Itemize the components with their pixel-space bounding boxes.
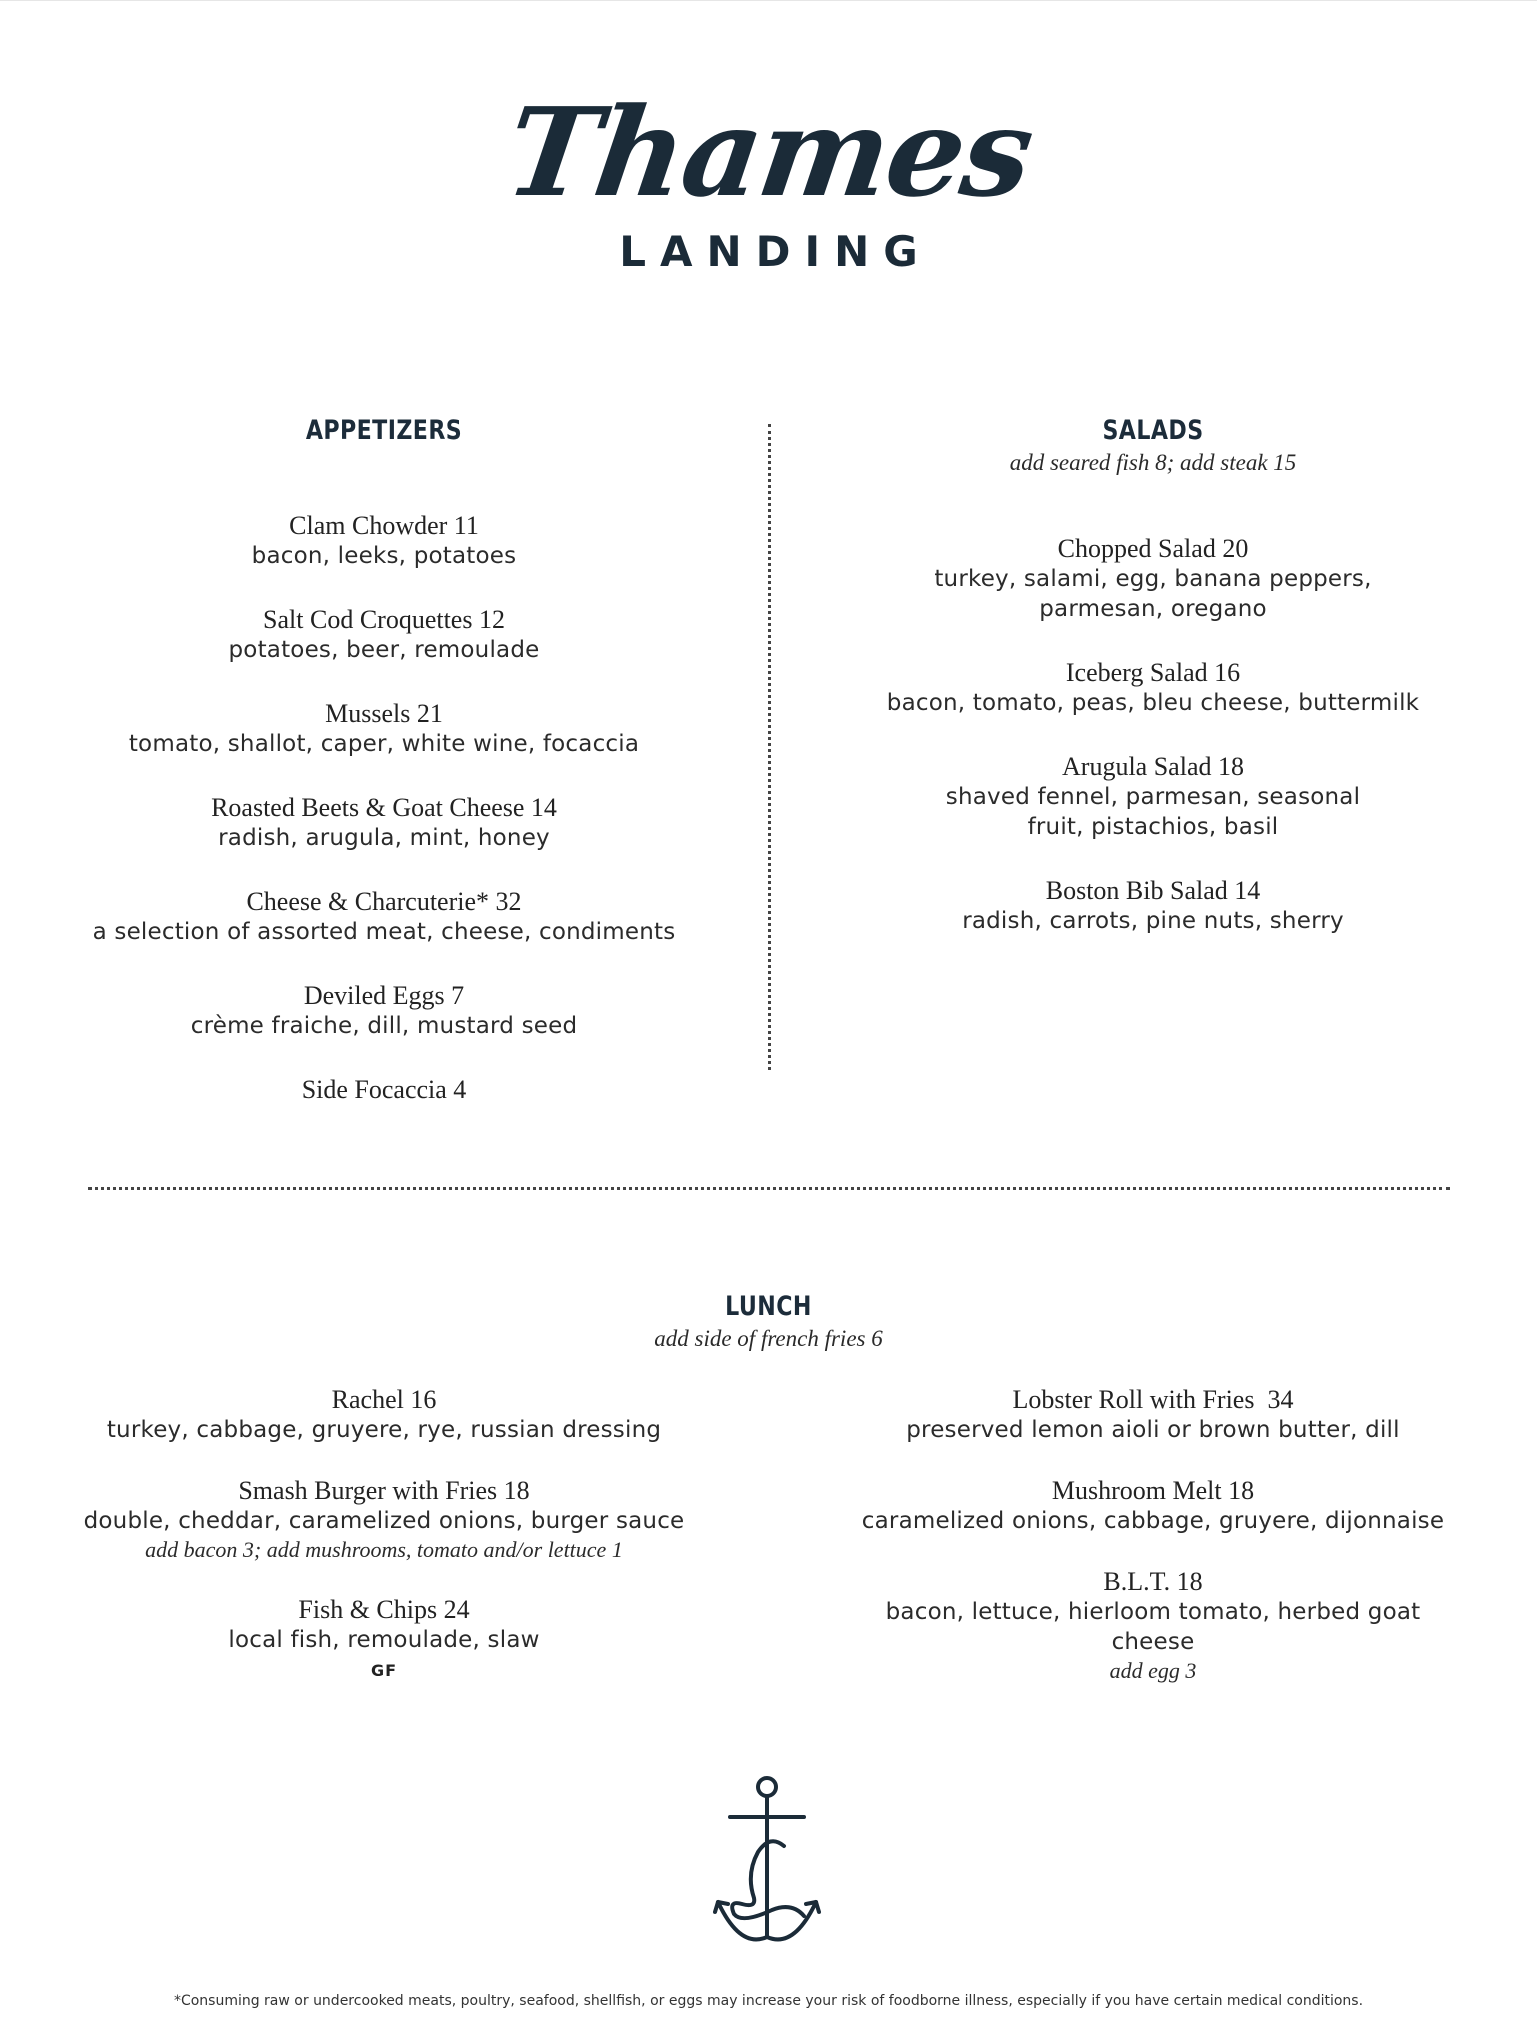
item-name: Rachel 16	[331, 1385, 437, 1414]
appetizers-section	[78, 415, 690, 1138]
menu-item	[78, 1475, 690, 1564]
item-name: Cheese & Charcuterie* 32	[246, 887, 522, 916]
menu-item	[78, 1594, 690, 1680]
salads-section	[848, 415, 1458, 969]
item-description: local fish, remoulade, slaw	[228, 1627, 540, 1653]
menu-item	[78, 980, 690, 1041]
anchor-icon	[712, 1774, 822, 1949]
logo-subtitle: LANDING	[619, 227, 932, 276]
item-name: Clam Chowder 11	[289, 511, 479, 540]
item-description: radish, carrots, pine nuts, sherry	[962, 908, 1344, 934]
item-name: Arugula Salad 18	[1062, 752, 1244, 781]
gluten-free-badge: GF	[370, 1661, 398, 1680]
menu-item	[848, 751, 1458, 842]
logo-script-text: Thames	[497, 80, 1040, 224]
item-note: add egg 3	[1109, 1658, 1197, 1683]
menu-item	[78, 792, 690, 853]
section-heading-lunch: LUNCH	[725, 1291, 812, 1322]
item-description: fruit, pistachios, basil	[1027, 814, 1279, 840]
menu-item	[848, 1384, 1458, 1445]
menu-item	[848, 1475, 1458, 1536]
item-description: preserved lemon aioli or brown butter, dill	[906, 1417, 1400, 1443]
lunch-right-column	[848, 1384, 1458, 1715]
menu-item	[848, 533, 1458, 624]
item-name: Iceberg Salad 16	[1065, 658, 1241, 687]
section-note-lunch: add side of french fries 6	[654, 1326, 883, 1351]
horizontal-divider	[88, 1187, 1450, 1190]
item-name: Mushroom Melt 18	[1051, 1476, 1255, 1505]
item-description: parmesan, oregano	[1039, 596, 1267, 622]
menu-item	[78, 510, 690, 571]
item-description: turkey, cabbage, gruyere, rye, russian dressing	[106, 1417, 662, 1443]
item-description: radish, arugula, mint, honey	[218, 825, 550, 851]
section-heading-appetizers: APPETIZERS	[305, 415, 463, 446]
item-name: Mussels 21	[325, 699, 443, 728]
item-name: Lobster Roll with Fries 34	[1012, 1385, 1294, 1414]
item-description: caramelized onions, cabbage, gruyere, dijonnaise	[861, 1508, 1445, 1534]
item-description: crème fraiche, dill, mustard seed	[190, 1013, 578, 1039]
menu-item	[78, 1384, 690, 1445]
item-name: Roasted Beets & Goat Cheese 14	[211, 793, 557, 822]
item-name: Side Focaccia 4	[301, 1075, 467, 1104]
item-description: bacon, leeks, potatoes	[251, 543, 517, 569]
health-disclaimer: *Consuming raw or undercooked meats, poultry, seafood, shellfish, or eggs may increase your risk of foodborne illness, especially if you have certain medical conditions.	[173, 1993, 1364, 2009]
item-name: Deviled Eggs 7	[303, 981, 465, 1010]
vertical-divider	[768, 424, 771, 1070]
item-name: Smash Burger with Fries 18	[238, 1476, 530, 1505]
item-description: tomato, shallot, caper, white wine, focaccia	[128, 731, 640, 757]
lunch-left-column	[78, 1384, 690, 1710]
item-description: bacon, tomato, peas, bleu cheese, buttermilk	[886, 690, 1420, 716]
item-name: Salt Cod Croquettes 12	[263, 605, 505, 634]
menu-item	[848, 875, 1458, 936]
item-description: shaved fennel, parmesan, seasonal	[945, 784, 1361, 810]
menu-item	[78, 698, 690, 759]
restaurant-logo	[0, 80, 1537, 276]
item-description: potatoes, beer, remoulade	[228, 637, 540, 663]
menu-item	[78, 604, 690, 665]
item-name: Fish & Chips 24	[298, 1595, 470, 1624]
lunch-header	[0, 1291, 1537, 1352]
menu-item	[848, 1566, 1458, 1685]
menu-item	[78, 1074, 690, 1105]
item-description: turkey, salami, egg, banana peppers,	[934, 566, 1372, 592]
item-name: B.L.T. 18	[1103, 1567, 1203, 1596]
section-note-salads: add seared fish 8; add steak 15	[1009, 450, 1297, 475]
menu-item	[78, 886, 690, 947]
item-description: a selection of assorted meat, cheese, condiments	[92, 919, 676, 945]
item-note: add bacon 3; add mushrooms, tomato and/or lettuce 1	[145, 1537, 623, 1562]
item-description: bacon, lettuce, hierloom tomato, herbed goat cheese	[885, 1599, 1421, 1655]
menu-item	[848, 657, 1458, 718]
section-heading-salads: SALADS	[1102, 415, 1204, 446]
item-name: Chopped Salad 20	[1057, 534, 1249, 563]
item-description: double, cheddar, caramelized onions, burger sauce	[83, 1508, 685, 1534]
item-name: Boston Bib Salad 14	[1045, 876, 1261, 905]
